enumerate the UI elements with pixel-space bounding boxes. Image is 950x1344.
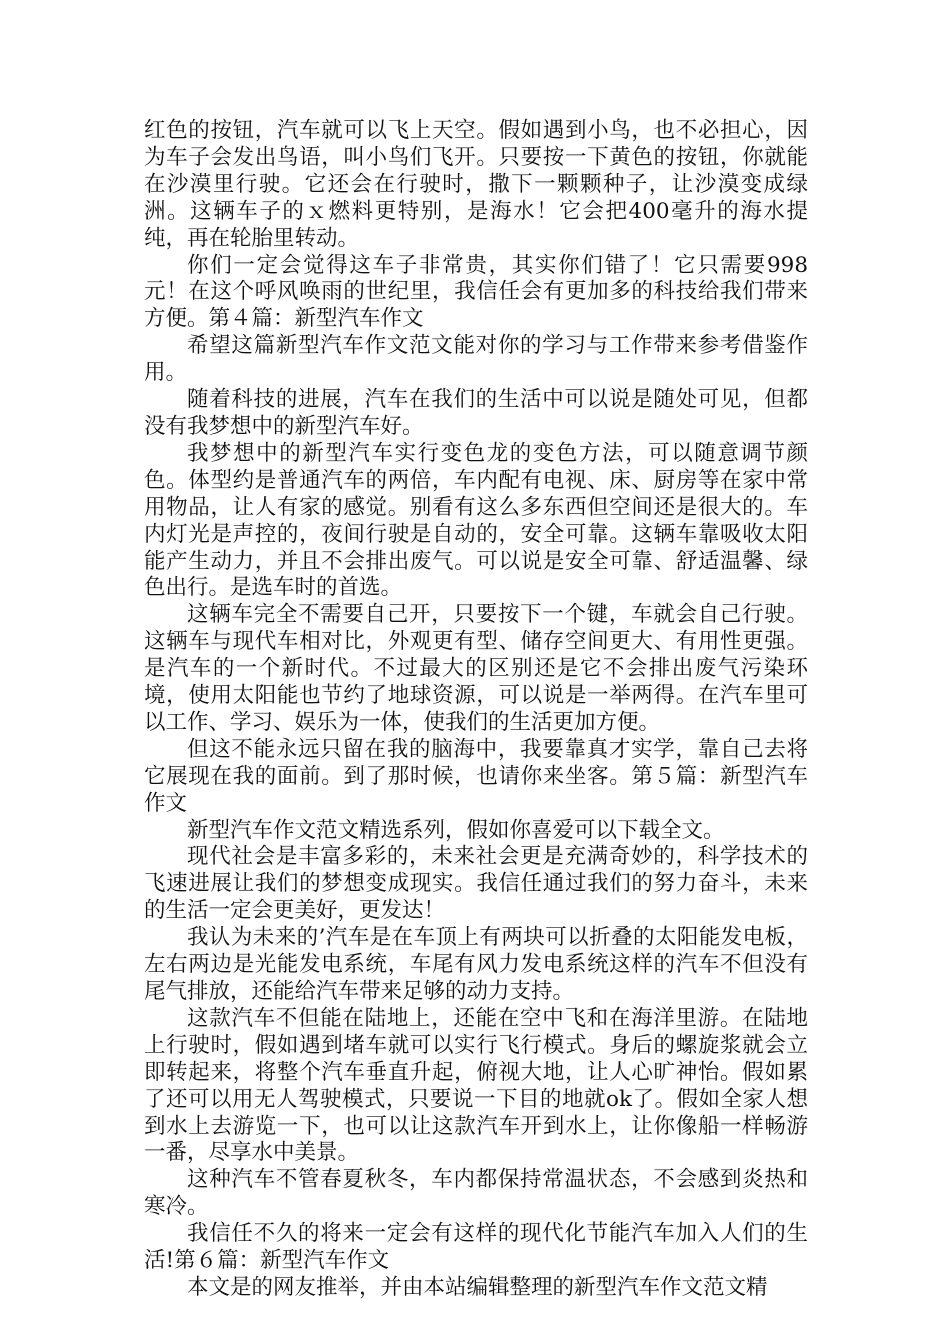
paragraph-2: 你们一定会觉得这车子非常贵，其实你们错了！它只需要998元！在这个呼风唤雨的世纪里，我信任会有更加多的科技给我们带来方便。第４篇：新型汽车作文 <box>144 252 808 332</box>
paragraph-14: 本文是的网友推举，并由本站编辑整理的新型汽车作文范文精 <box>187 1274 768 1300</box>
paragraph-9: 现代社会是丰富多彩的，未来社会更是充满奇妙的，科学技术的飞速进展让我们的梦想变成现实。我信任通过我们的努力奋斗，未来的生活一定会更美好，更发达！ <box>144 844 808 924</box>
paragraph-4: 随着科技的进展，汽车在我们的生活中可以说是随处可见，但都没有我梦想中的新型汽车好。 <box>144 387 808 439</box>
paragraph-10: 我认为未来的’汽车是在车顶上有两块可以折叠的太阳能发电板，左右两边是光能发电系统，车尾有风力发电系统这样的汽车不但没有尾气排放，还能给汽车带来足够的动力支持。 <box>144 925 808 1004</box>
paragraph-7: 但这不能永远只留在我的脑海中，我要靠真才实学，靠自己去将它展现在我的面前。到了那时候，也请你来坐客。第５篇：新型汽车作文 <box>144 736 808 816</box>
paragraph-5: 我梦想中的新型汽车实行变色龙的变色方法，可以随意调节颜色。体型约是普通汽车的两倍，车内配有电视、床、厨房等在家中常用物品，让人有家的感觉。别看有这么多东西但空间还是很大的。车内灯光是声控的，夜间行驶是自动的，安全可靠。这辆车靠吸收太阳能产生动力，并且不会排出废气。可以说是安全可靠、舒适温馨、绿色出行。是选车时的首选。 <box>144 440 808 601</box>
paragraph-8: 新型汽车作文范文精选系列，假如你喜爱可以下载全文。 <box>187 817 725 843</box>
paragraph-3: 希望这篇新型汽车作文范文能对你的学习与工作带来参考借鉴作用。 <box>144 333 808 386</box>
document-page <box>144 118 808 1302</box>
paragraph-6: 这辆车完全不需要自己开，只要按下一个键，车就会自己行驶。这辆车与现代车相对比，外观更有型、储存空间更大、有用性更强。是汽车的一个新时代。不过最大的区别还是它不会排出废气污染环境，使用太阳能也节约了地球资源，可以说是一举两得。在汽车里可以工作、学习、娱乐为一体，使我们的生活更加方便。 <box>144 602 808 735</box>
paragraph-13: 我信任不久的将来一定会有这样的现代化节能汽车加入人们的生活!第６篇：新型汽车作文 <box>144 1221 808 1274</box>
paragraph-1: 红色的按钮，汽车就可以飞上天空。假如遇到小鸟，也不必担心，因为车子会发出鸟语，叫小鸟们飞开。只要按一下黄色的按钮，你就能在沙漠里行驶。它还会在行驶时，撒下一颗颗种子，让沙漠变成绿洲。这辆车子的ｘ燃料更特别，是海水！它会把400毫升的海水提纯，再在轮胎里转动。 <box>144 118 808 251</box>
paragraph-12: 这种汽车不管春夏秋冬，车内都保持常温状态，不会感到炎热和寒冷。 <box>144 1167 808 1220</box>
paragraph-11: 这款汽车不但能在陆地上，还能在空中飞和在海洋里游。在陆地上行驶时，假如遇到堵车就可以实行飞行模式。身后的螺旋浆就会立即转起来，将整个汽车垂直升起，俯视大地，让人心旷神怡。假如累了还可以用无人驾驶模式，只要说一下目的地就ok了。假如全家人想到水上去游览一下，也可以让这款汽车开到水上，让你像船一样畅游一番，尽享水中美景。 <box>144 1005 808 1166</box>
